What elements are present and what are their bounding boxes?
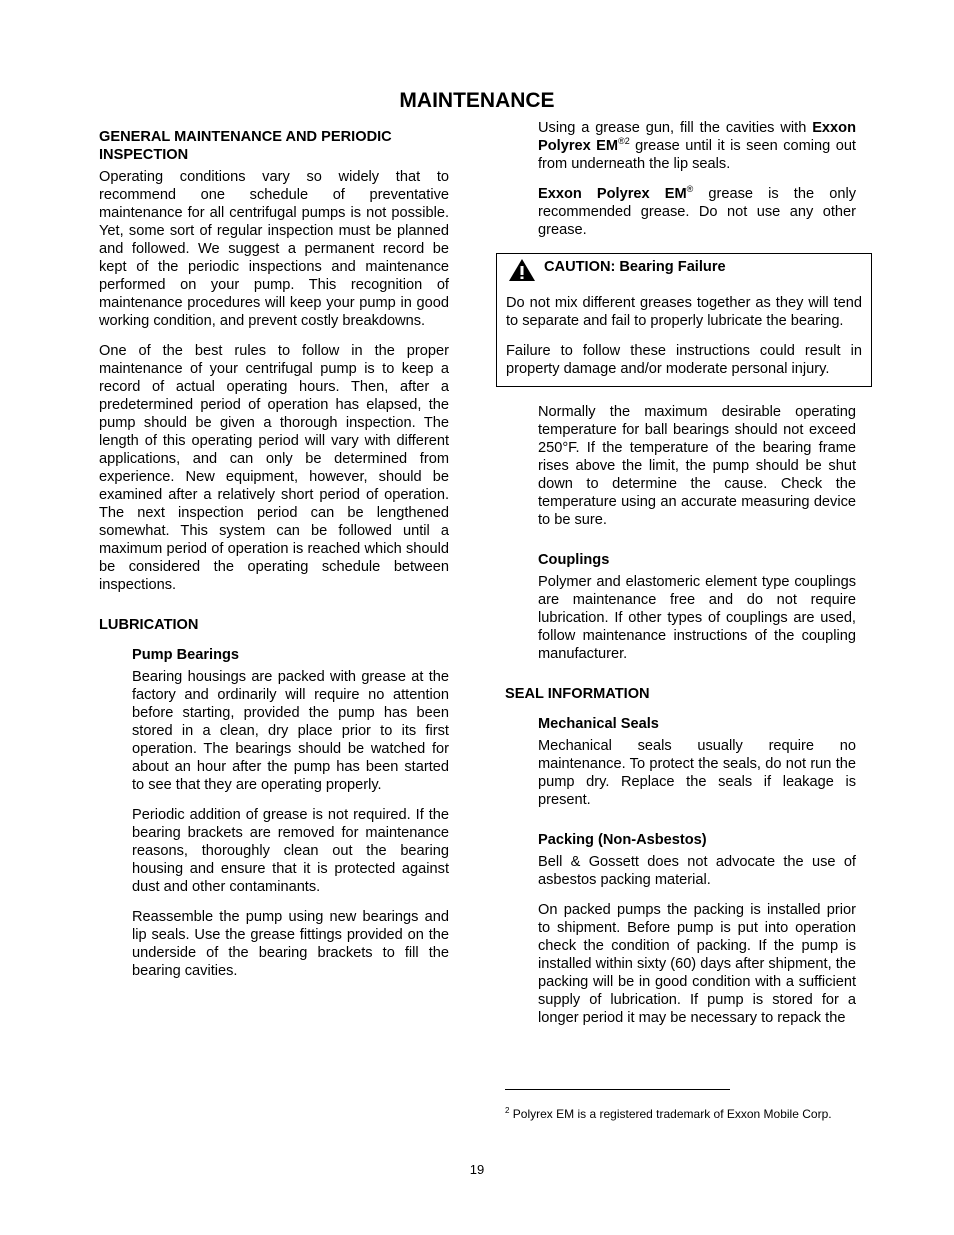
warning-triangle-icon xyxy=(506,258,538,282)
footnote-reference: ®2 xyxy=(618,136,630,146)
right-column xyxy=(505,119,862,1027)
general-maintenance-paragraph-1: Operating conditions vary so widely that to recommend one schedule of preventative maintenance for all centrifugal pumps is not possible. Yet, some sort of regular inspection must be planned and followed. We suggest a permanent record be kept of the periodic inspections and maintenance performed on your pump. This recognition of maintenance procedures will keep your pump in good working condition, and prevent costly breakdowns. xyxy=(99,169,449,329)
seals-block xyxy=(538,715,856,1027)
temperature-paragraph: Normally the maximum desirable operating temperature for ball bearings should not exceed 250°F. If the temperature of the bearing frame rises above the limit, the pump should be shut down to determine the cause. Check the temperature using an accurate measuring device to be sure. xyxy=(538,404,856,528)
footnote xyxy=(505,1106,832,1122)
subheading-mechanical-seals: Mechanical Seals xyxy=(538,716,659,732)
packing-paragraph-2: On packed pumps the packing is installed prior to shipment. Before pump is put into operation check the condition of packing. If the pump is installed within sixty (60) days after shipment, the packing will be in good condition with a sufficient supply of lubrication. If pump is stored for a longer period it may be necessary to repack the xyxy=(538,902,856,1026)
section-heading-lubrication: LUBRICATION xyxy=(99,617,199,633)
bearings-temperature-block xyxy=(538,403,856,663)
pump-bearings-block xyxy=(132,646,449,980)
caution-header xyxy=(506,258,862,282)
grease-block xyxy=(538,119,856,239)
page-title: MAINTENANCE xyxy=(399,89,555,112)
grease-text-end: grease is the only recommended grease. Do not use any other grease. xyxy=(538,186,856,238)
left-column xyxy=(99,128,449,980)
grease-paragraph-2 xyxy=(538,185,856,239)
pump-bearings-paragraph-1: Bearing housings are packed with grease at the factory and ordinarily will require no attention before starting, provided the pump has been stored in a clean, dry place prior to its first operation. The bearings should be watched for about an hour after the pump has been started to see that they are operating properly. xyxy=(132,669,449,793)
pump-bearings-paragraph-3: Reassemble the pump using new bearings and lip seals. Use the grease fittings provided on the underside of the bearing brackets to fill the bearing cavities. xyxy=(132,909,449,979)
page-number: 19 xyxy=(469,1162,485,1177)
general-maintenance-paragraph-2: One of the best rules to follow in the proper maintenance of your centrifugal pump is to keep a record of actual operating hours. Then, after a predetermined period of operation has elapsed, the pump should be given a thorough inspection. The length of this operating period will vary with different applications, and can only be determined from experience. New equipment, however, should be examined after a relatively short period of operation. The next inspection period can be lengthened somewhat. This system can be followed until a maximum period of operation is reached which should be considered the operating schedule between inspections. xyxy=(99,343,449,593)
caution-box xyxy=(496,253,872,387)
section-heading-general-maintenance: GENERAL MAINTENANCE AND PERIODIC INSPECTION xyxy=(99,129,392,163)
subheading-couplings: Couplings xyxy=(538,552,610,568)
section-heading-seal-information: SEAL INFORMATION xyxy=(505,686,650,702)
packing-paragraph-1: Bell & Gossett does not advocate the use of asbestos packing material. xyxy=(538,854,856,888)
registered-mark: ® xyxy=(686,184,694,194)
mechanical-seals-paragraph: Mechanical seals usually require no maintenance. To protect the seals, do not run the pump dry. Replace the seals if leakage is present. xyxy=(538,738,856,808)
grease-paragraph-1 xyxy=(538,119,856,173)
grease-text-end: grease until it is seen coming out from underneath the lip seals. xyxy=(538,138,856,172)
footnote-marker: 2 xyxy=(505,1106,510,1115)
pump-bearings-paragraph-2: Periodic addition of grease is not required. If the bearing brackets are removed for maintenance reasons, thoroughly clean out the bearing housing and ensure that it is protected against dust and other contaminants. xyxy=(132,807,449,895)
caution-paragraph-2: Failure to follow these instructions could result in property damage and/or moderate personal injury. xyxy=(506,343,862,377)
couplings-paragraph: Polymer and elastomeric element type couplings are maintenance free and do not require lubrication. If other types of couplings are used, follow maintenance instructions of the coupling manufacturer. xyxy=(538,574,856,662)
caution-title: CAUTION: Bearing Failure xyxy=(544,259,726,275)
grease-text-start: Using a grease gun, fill the cavities with xyxy=(538,120,813,136)
grease-brand: Exxon Polyrex EM xyxy=(538,120,856,154)
subheading-pump-bearings: Pump Bearings xyxy=(132,647,240,663)
footnote-separator xyxy=(505,1089,730,1090)
caution-paragraph-1: Do not mix different greases together as they will tend to separate and fail to properly lubricate the bearing. xyxy=(506,295,862,329)
subheading-packing: Packing (Non-Asbestos) xyxy=(538,832,707,848)
footnote-text: Polyrex EM is a registered trademark of Exxon Mobile Corp. xyxy=(509,1107,832,1121)
grease-brand: Exxon Polyrex EM xyxy=(538,186,687,202)
